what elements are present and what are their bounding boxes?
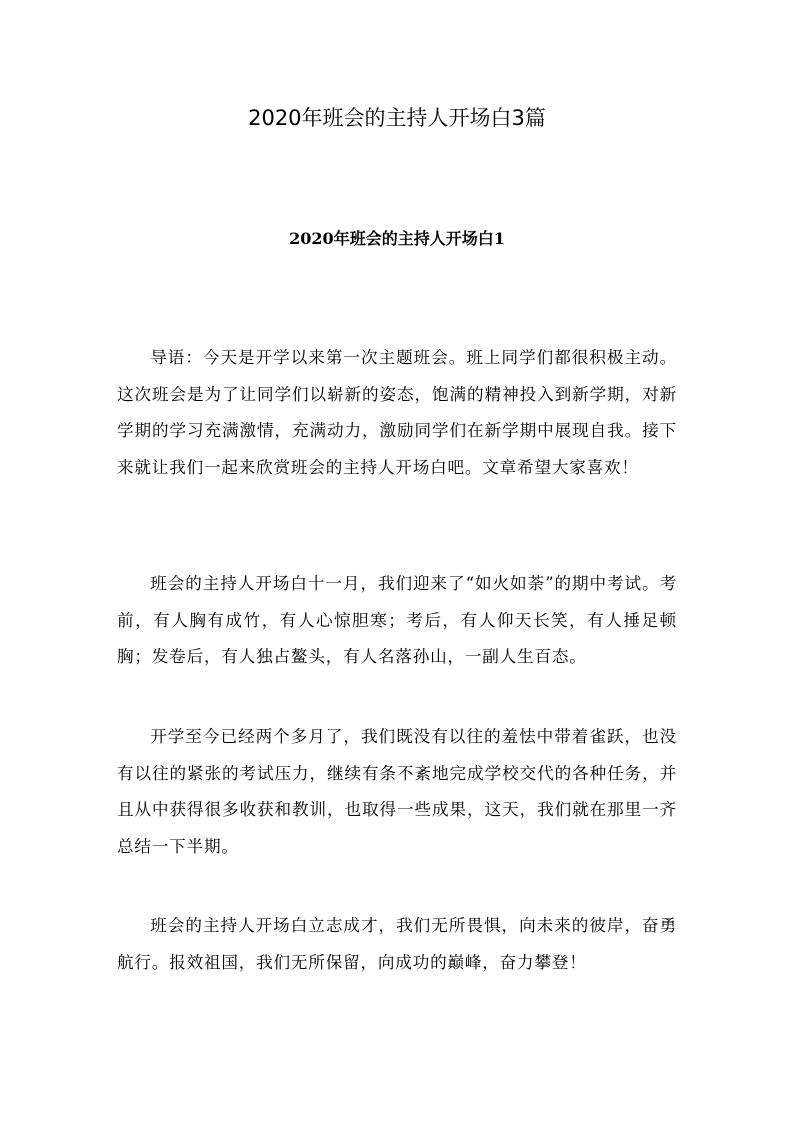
document-title: 2020年班会的主持人开场白3篇 (248, 106, 546, 130)
paragraph-closing: 班会的主持人开场白立志成才，我们无所畏惧，向未来的彼岸，奋勇航行。报效祖国，我们无所保留，向成功的巅峰，奋力攀登！ (117, 916, 677, 972)
paragraph-exam: 班会的主持人开场白十一月，我们迎来了“如火如荼”的期中考试。考前，有人胸有成竹，有人心惊胆寒；考后，有人仰天长笑，有人捶足顿胸；发卷后，有人独占鳌头，有人名落孙山，一副人生百态。 (117, 574, 677, 666)
section-title: 2020年班会的主持人开场白1 (289, 229, 505, 248)
paragraph-intro: 导语：今天是开学以来第一次主题班会。班上同学们都很积极主动。这次班会是为了让同学们以崭新的姿态，饱满的精神投入到新学期，对新学期的学习充满激情，充满动力，激励同学们在新学期中展现自我。接下来就让我们一起来欣赏班会的主持人开场白吧。文章希望大家喜欢！ (117, 348, 677, 477)
paragraph-semester: 开学至今已经两个多月了，我们既没有以往的羞怯中带着雀跃，也没有以往的紧张的考试压力，继续有条不紊地完成学校交代的各种任务，并且从中获得很多收获和教训，也取得一些成果，这天，我们就在那里一齐总结一下半期。 (117, 727, 677, 856)
